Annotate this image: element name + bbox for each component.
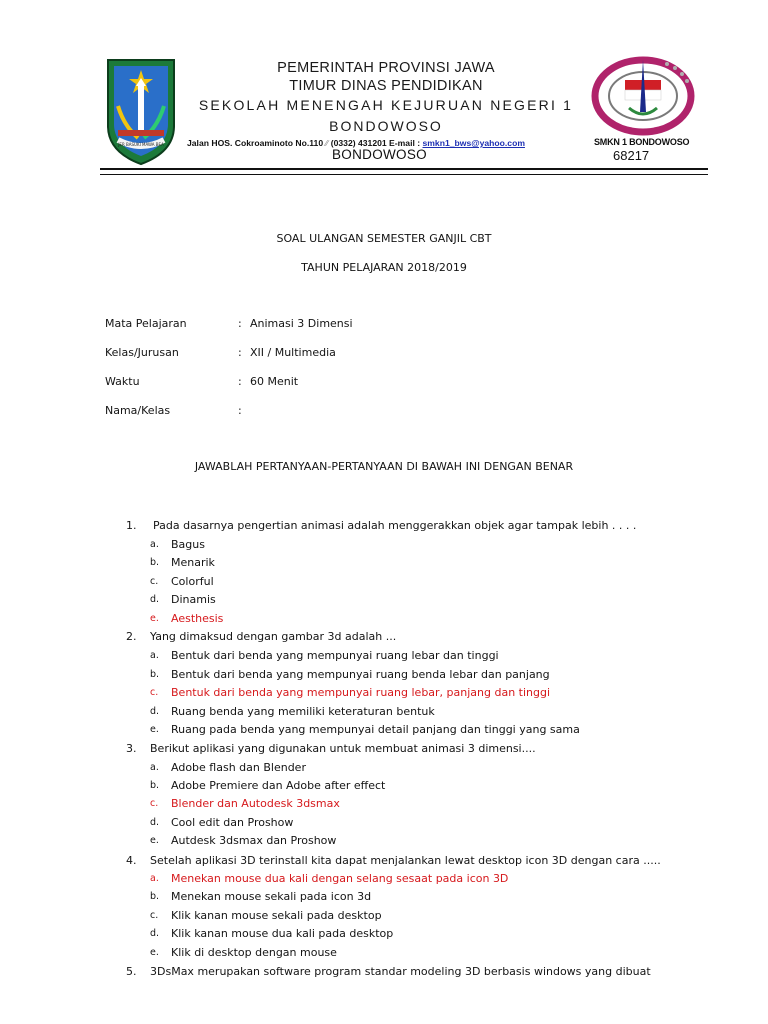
option-text-correct: Blender dan Autodesk 3dsmax xyxy=(171,797,340,810)
address-street: Jalan HOS. Cokroaminoto No.110 xyxy=(187,138,326,148)
question-number: 1. xyxy=(126,519,137,532)
question-number: 2. xyxy=(126,630,137,643)
option-letter: e. xyxy=(150,724,159,735)
exam-instruction: JAWABLAH PERTANYAAN-PERTANYAAN DI BAWAH INI DENGAN BENAR xyxy=(194,460,574,473)
info-colon: : xyxy=(238,346,242,359)
option-letter: e. xyxy=(150,947,159,958)
option-text: Autdesk 3dsmax dan Proshow xyxy=(171,834,337,847)
provincial-emblem-logo xyxy=(102,56,180,168)
option-letter: a. xyxy=(150,762,159,773)
question-text: 3DsMax merupakan software program standar modeling 3D berbasis windows yang dibuat xyxy=(150,965,651,978)
option-letter-correct: c. xyxy=(150,687,159,698)
option-letter: b. xyxy=(150,780,160,791)
info-label-class: Kelas/Jurusan xyxy=(105,346,179,359)
option-text-correct: Aesthesis xyxy=(171,612,224,625)
option-text: Colorful xyxy=(171,575,214,588)
info-colon: : xyxy=(238,404,242,417)
address-separator: ∕∕ xyxy=(325,138,329,148)
letterhead-line-2: TIMUR DINAS PENDIDIKAN xyxy=(289,78,483,94)
option-letter: d. xyxy=(150,594,160,605)
option-letter-correct: e. xyxy=(150,613,159,624)
option-text: Klik kanan mouse dua kali pada desktop xyxy=(171,927,394,940)
letterhead-line-4: BONDOWOSO xyxy=(329,118,443,134)
option-text: Klik di desktop dengan mouse xyxy=(171,946,337,959)
letterhead-divider-thin xyxy=(100,174,708,175)
school-logo-label: SMKN 1 BONDOWOSO xyxy=(594,137,690,147)
info-label-time: Waktu xyxy=(105,375,140,388)
option-text: Bentuk dari benda yang mempunyai ruang benda lebar dan panjang xyxy=(171,668,550,681)
option-text: Ruang benda yang memiliki keteraturan bentuk xyxy=(171,705,435,718)
option-letter: c. xyxy=(150,576,159,587)
option-letter: d. xyxy=(150,706,160,717)
option-text: Dinamis xyxy=(171,593,216,606)
option-text: Cool edit dan Proshow xyxy=(171,816,294,829)
option-letter: e. xyxy=(150,835,159,846)
info-label-name: Nama/Kelas xyxy=(105,404,171,417)
option-letter: b. xyxy=(150,891,160,902)
option-letter: b. xyxy=(150,669,160,680)
option-letter: a. xyxy=(150,650,159,661)
option-text: Menekan mouse sekali pada icon 3d xyxy=(171,890,372,903)
address-phone: (0332) 431201 E-mail : xyxy=(330,138,423,148)
letterhead-divider-thick xyxy=(100,168,708,170)
option-text: Menarik xyxy=(171,556,215,569)
option-text: Adobe flash dan Blender xyxy=(171,761,306,774)
info-colon: : xyxy=(238,317,242,330)
exam-year: TAHUN PELAJARAN 2018/2019 xyxy=(301,261,467,274)
option-letter: b. xyxy=(150,557,160,568)
email-link[interactable]: smkn1_bws@yahoo.com xyxy=(422,138,525,148)
question-text: Setelah aplikasi 3D terinstall kita dapat menjalankan lewat desktop icon 3D dengan cara ..... xyxy=(150,854,661,867)
school-logo xyxy=(585,50,703,150)
option-text: Adobe Premiere dan Adobe after effect xyxy=(171,779,386,792)
info-label-subject: Mata Pelajaran xyxy=(105,317,187,330)
option-text: Bagus xyxy=(171,538,205,551)
option-letter: d. xyxy=(150,817,160,828)
info-value-subject: Animasi 3 Dimensi xyxy=(250,317,353,330)
letterhead-city: BONDOWOSO xyxy=(332,147,427,162)
option-letter: d. xyxy=(150,928,160,939)
exam-title: SOAL ULANGAN SEMESTER GANJIL CBT xyxy=(276,232,492,245)
option-text: Klik kanan mouse sekali pada desktop xyxy=(171,909,382,922)
postal-code: 68217 xyxy=(613,148,650,163)
option-text: Ruang pada benda yang mempunyai detail panjang dan tinggi yang sama xyxy=(171,723,580,736)
info-value-time: 60 Menit xyxy=(250,375,299,388)
option-text-correct: Menekan mouse dua kali dengan selang sesaat pada icon 3D xyxy=(171,872,509,885)
option-letter: c. xyxy=(150,910,159,921)
option-text-correct: Bentuk dari benda yang mempunyai ruang lebar, panjang dan tinggi xyxy=(171,686,551,699)
info-value-class: XII / Multimedia xyxy=(250,346,336,359)
question-text: Pada dasarnya pengertian animasi adalah menggerakkan objek agar tampak lebih . . . . xyxy=(153,519,637,532)
question-number: 5. xyxy=(126,965,137,978)
letterhead-school-name: SEKOLAH MENENGAH KEJURUAN NEGERI 1 xyxy=(198,97,574,113)
question-text: Yang dimaksud dengan gambar 3d adalah ... xyxy=(150,630,397,643)
option-letter-correct: c. xyxy=(150,798,159,809)
option-letter: a. xyxy=(150,539,159,550)
question-number: 3. xyxy=(126,742,137,755)
emblem-ribbon-text: JER BASUKI MAWA BEA xyxy=(118,142,164,147)
option-letter-correct: a. xyxy=(150,873,159,884)
info-colon: : xyxy=(238,375,242,388)
option-text: Bentuk dari benda yang mempunyai ruang lebar dan tinggi xyxy=(171,649,499,662)
question-number: 4. xyxy=(126,854,137,867)
question-text: Berikut aplikasi yang digunakan untuk membuat animasi 3 dimensi.... xyxy=(150,742,536,755)
letterhead-line-1: PEMERINTAH PROVINSI JAWA xyxy=(277,60,495,76)
